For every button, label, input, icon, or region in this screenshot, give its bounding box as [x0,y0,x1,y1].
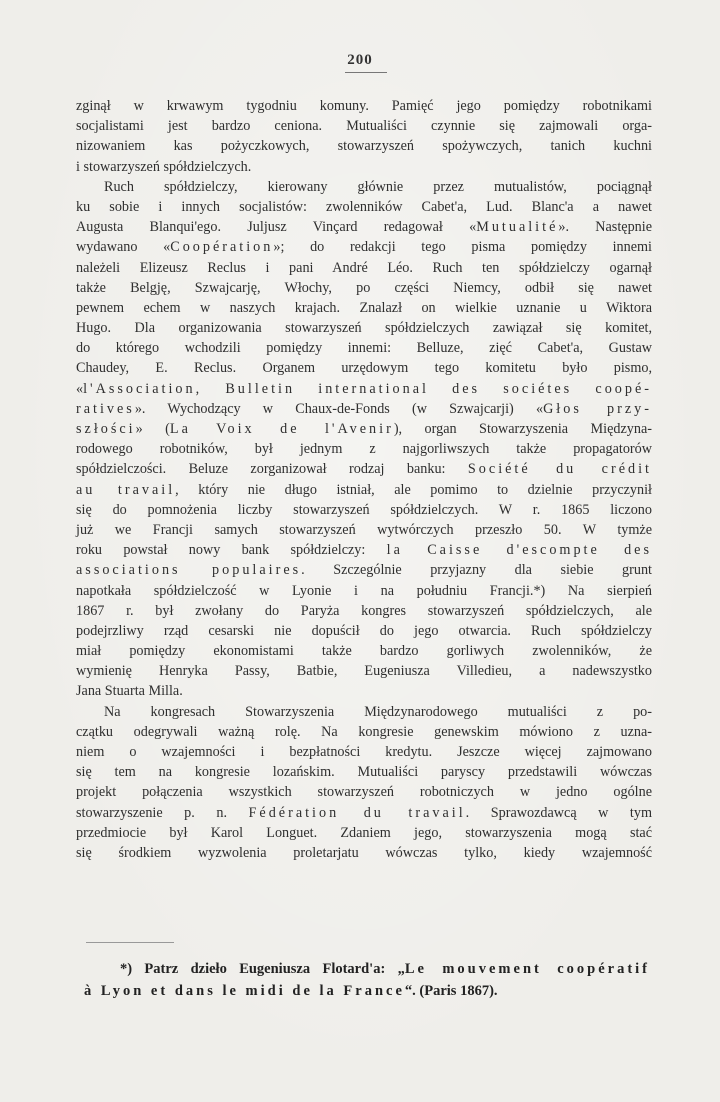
line-content [76,641,652,661]
text-line [84,958,650,980]
text-line [76,540,652,560]
text-segment: ». Następnie [558,219,652,236]
line-content [76,217,652,237]
text-line [76,601,652,621]
line-content [76,742,652,762]
line-content [76,560,652,580]
text-segment: ), organ Stowarzyszenia Międzyna- [393,421,653,437]
line-content [76,540,652,560]
text-segment: stowarzyszenie p. n. [76,804,249,821]
spaced-emphasis: La Voix de l'Avenir [169,421,394,437]
text-segment: spółdzielczości. Beluze zorganizował rodzaj banku: [76,461,468,478]
text-line [76,318,652,338]
line-content [76,500,652,520]
text-line [76,581,652,601]
line-content [76,480,652,500]
line-content [76,399,652,419]
line-content [76,762,652,782]
text-segment: także Belgję, Szwajcarję, Włochy, po części Niemcy, odbił się nawet [76,279,652,296]
text-segment: Na kongresach Stowarzyszenia Międzynarodowego mutualiści z po- [104,703,652,720]
text-segment: wydawano « [76,239,171,256]
spaced-emphasis: associations populaires [76,562,302,579]
body-text [76,96,652,863]
line-content [76,278,652,298]
line-content [76,116,652,136]
line-content [76,722,652,742]
line-content [76,237,652,257]
text-line [76,782,652,802]
spaced-emphasis: Le mouvement coopératif [404,961,651,977]
text-segment: ». Wychodzący w Chaux-de-Fonds (w Szwajcarji) « [134,400,544,417]
line-content [76,601,652,621]
text-segment: socjalistami jest bardzo ceniona. Mutualiści czynnie się zajmowali orga- [76,118,652,135]
text-line [76,399,652,419]
text-line [76,379,652,399]
spaced-emphasis: la Caisse d'escompte des [386,542,653,559]
line-content [76,843,652,863]
text-segment: podejrzliwy rząd cesarski nie dopuścił do jego otwarcia. Ruch spółdzielczy [76,622,652,639]
text-line [76,702,652,722]
text-line [76,480,652,500]
text-segment: » ( [135,421,170,437]
line-content [76,358,652,378]
line-content [76,258,652,278]
line-content [76,681,652,701]
text-segment: projekt połączenia wszystkich stowarzyszeń robotniczych w jedno ogólne [76,784,652,801]
text-segment: “. (Paris 1867). [404,983,498,999]
line-content [76,197,652,217]
text-line [76,661,652,681]
text-line [76,177,652,197]
line-content [76,520,652,540]
text-segment: . Szczególnie przyjazny dla siebie grunt [301,562,652,579]
line-content [76,803,652,823]
text-line [76,197,652,217]
text-segment: się środkiem wyzwolenia proletarjatu wówczas tylko, kiedy wzajemność [76,844,652,861]
text-segment: do którego wchodzili pomiędzy innemi: Belluze, zięć Cabet'a, Gustaw [76,340,652,357]
text-line [76,136,652,156]
page-number-underline [345,72,387,73]
spaced-emphasis: au travail [76,481,176,498]
text-line [84,980,650,1002]
text-segment: należeli Elizeusz Reclus i pani André Léo. Ruch ten spółdzielczy ogarnął [76,259,652,276]
text-segment: wymienię Henryka Passy, Batbie, Eugeniusza Villedieu, a nadewszystko [76,663,652,680]
text-line [76,681,652,701]
text-line [76,843,652,863]
line-content [76,459,652,479]
text-segment: ku sobie i innych socjalistów: zwolenników Cabet'a, Lud. Blanc'a a nawet [76,198,652,215]
text-segment: « [76,380,84,397]
text-segment: , który nie długo istniał, ale pomimo to dzielnie przyczynił [175,481,652,498]
text-segment: 1867 r. był zwołany do Paryża kongres stowarzyszeń spółdzielczych, ale [76,602,652,619]
line-content [104,177,652,197]
text-line [76,520,652,540]
line-content [76,621,652,641]
line-content [76,581,652,601]
spaced-emphasis: ratives [76,400,135,417]
text-segment: się do pomnożenia liczby stowarzyszeń spółdzielczych. W r. 1865 liczono [76,501,652,518]
text-segment: pewnem echem w naszych krajach. Znalazł on wielkie uznanie u Wiktora [76,299,652,316]
line-content [76,782,652,802]
line-content [76,96,652,116]
text-line [76,722,652,742]
text-line [76,157,652,177]
text-segment: niem o wzajemności i bezpłatności kredytu. Jeszcze więcej zajmowano [76,744,652,760]
spaced-emphasis: Mutualité [476,219,559,236]
text-line [76,641,652,661]
text-line [76,419,652,439]
text-segment: Ruch spółdzielczy, kierowany głównie przez mutualistów, pociągnął [104,178,652,195]
text-line [76,96,652,116]
line-content [76,318,652,338]
text-segment: zginął w krwawym tygodniu komuny. Pamięć jego pomiędzy robotnikami [76,98,652,114]
text-segment: miał pomiędzy ekonomistami także bardzo gorliwych zwolenników, że [76,643,652,660]
line-content [76,661,652,681]
text-line [76,217,652,237]
line-content [76,298,652,318]
text-line [76,298,652,318]
spaced-emphasis: szłości [76,421,136,437]
text-segment: napotkała spółdzielczość w Lyonie i na południu Francji.*) Na sierpień [76,582,652,599]
text-segment: Hugo. Dla organizowania stowarzyszeń spółdzielczych zawiązał się komitet, [76,320,652,337]
text-segment: czątku odegrywali ważną rolę. Na kongresie genewskim mówiono z uzna- [76,723,652,740]
text-line [76,560,652,580]
spaced-emphasis: l'Association, Bulletin international des sociétes coopé- [83,380,652,397]
text-segment: *) Patrz dzieło Eugeniusza Flotard'a: „ [120,961,405,977]
text-line [76,358,652,378]
text-segment: przedmiocie był Karol Longuet. Zdaniem jego, stowarzyszenia mogą stać [76,824,652,841]
line-content [104,702,652,722]
text-line [76,823,652,843]
line-content [76,439,652,459]
line-content [76,157,652,177]
text-segment: rodowego robotników, był jednym z najgorliwszych także propagatorów [76,441,652,458]
text-segment: i stowarzyszeń spółdzielczych. [76,158,252,175]
page-number: 200 [347,52,373,68]
line-content [76,338,652,358]
text-line [76,439,652,459]
text-line [76,762,652,782]
line-content [76,379,652,399]
text-segment: roku powstał nowy bank spółdzielczy: [76,542,387,559]
text-line [76,338,652,358]
spaced-emphasis: Fédération du travail [248,804,466,821]
line-content [76,419,652,439]
text-line [76,803,652,823]
text-segment: nizowaniem kas pożyczkowych, stowarzyszeń spożywczych, tanich kuchni [76,138,652,155]
text-line [76,278,652,298]
text-segment: Augusta Blanqui'ego. Juljusz Vinçard redagował « [76,219,477,236]
footnote-separator [86,942,174,943]
text-segment: Chaudey, E. Reclus. Organem urzędowym tego komitetu było pismo, [76,360,652,377]
line-content [120,958,650,980]
text-segment: się tem na kongresie lozańskim. Mutualiści paryscy przedstawili wówczas [76,764,652,781]
text-line [76,500,652,520]
text-line [76,237,652,257]
text-line [76,258,652,278]
footnote [84,958,650,1002]
text-segment: »; do redakcji tego pisma pomiędzy innemi [273,239,652,256]
text-segment: . Sprawozdawcą w tym [465,804,652,821]
text-line [76,621,652,641]
spaced-emphasis: à Lyon et dans le midi de la France [84,983,405,999]
text-segment: Jana Stuarta Milla. [76,683,183,700]
spaced-emphasis: Société du crédit [467,461,652,478]
spaced-emphasis: Coopération [170,239,274,256]
text-line [76,116,652,136]
line-content [76,823,652,843]
text-segment: już we Francji samych stowarzyszeń wytwórczych przeszło 50. W tymże [76,521,652,538]
spaced-emphasis: Głos przy- [543,400,652,417]
line-content [76,136,652,156]
line-content [84,980,650,1002]
text-line [76,459,652,479]
text-line [76,742,652,762]
